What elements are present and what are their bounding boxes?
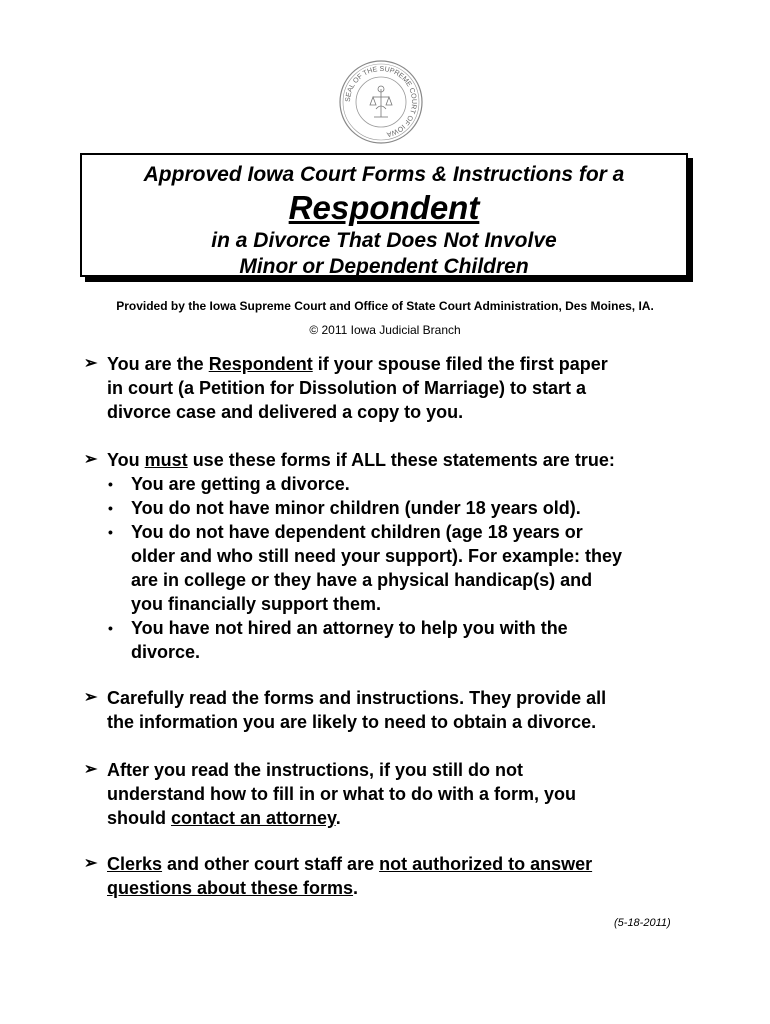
title-line-3: in a Divorce That Does Not Involve — [211, 229, 557, 252]
bullet-text — [107, 852, 592, 900]
provided-by-text: Provided by the Iowa Supreme Court and Office of State Court Administration, Des Moines, IA. — [116, 299, 654, 313]
text-line: older and who still need your support). For example: they — [131, 546, 623, 566]
underlined-term: not authorized to answer — [379, 854, 593, 874]
bullet-text — [107, 686, 606, 734]
list-item — [108, 616, 698, 664]
bullet-read-forms — [84, 686, 606, 734]
underlined-term: Clerks — [107, 854, 163, 874]
bullet-text — [107, 352, 608, 424]
text-line: You are getting a divorce. — [131, 474, 350, 494]
text-segment: if your spouse filed the first paper — [312, 354, 608, 374]
arrow-bullet-icon: ➢ — [84, 689, 98, 706]
court-seal-icon — [338, 59, 424, 145]
revision-date: (5-18-2011) — [614, 917, 671, 929]
bullet-contact-attorney — [84, 758, 576, 830]
underlined-term: contact an attorney — [171, 808, 336, 828]
bullet-respondent — [84, 352, 608, 424]
arrow-bullet-icon: ➢ — [84, 761, 98, 778]
text-line: divorce. — [131, 642, 201, 662]
copyright-text: © 2011 Iowa Judicial Branch — [309, 323, 461, 337]
text-line: are in college or they have a physical handicap(s) and — [131, 570, 593, 590]
bullet-text — [107, 758, 576, 830]
bullet-clerks — [84, 852, 592, 900]
text-segment: should — [107, 808, 171, 828]
text-line: You do not have minor children (under 18 years old). — [131, 498, 581, 518]
list-item — [108, 472, 698, 496]
title-respondent: Respondent — [288, 189, 480, 226]
title-line-1: Approved Iowa Court Forms & Instructions for a — [143, 163, 625, 186]
seal-ring-text: SEAL OF THE SUPREME COURT OF IOWA — [344, 65, 418, 138]
arrow-bullet-icon: ➢ — [84, 451, 98, 468]
bullet-text — [107, 448, 615, 472]
list-item — [108, 496, 698, 520]
court-seal — [338, 59, 424, 145]
text-line: You do not have dependent children (age 18 years or — [131, 522, 583, 542]
text-line: You have not hired an attorney to help you with the — [131, 618, 568, 638]
arrow-bullet-icon: ➢ — [84, 855, 98, 872]
underlined-term: questions about these forms — [107, 878, 354, 898]
bullet-dot-icon: • — [108, 500, 113, 516]
underlined-term: must — [144, 450, 188, 470]
bullet-must-use — [84, 448, 615, 472]
text-line: Carefully read the forms and instructions. They provide all — [107, 688, 607, 708]
text-segment: . — [335, 808, 341, 828]
text-segment: You — [107, 450, 145, 470]
text-line: in court (a Petition for Dissolution of Marriage) to start a — [107, 378, 587, 398]
text-segment: You are the — [107, 354, 209, 374]
bullet-dot-icon: • — [108, 476, 113, 492]
list-item — [108, 520, 698, 616]
text-line: the information you are likely to need to obtain a divorce. — [107, 712, 597, 732]
text-segment: use these forms if ALL these statements are true: — [187, 450, 615, 470]
underlined-term: Respondent — [208, 354, 313, 374]
text-segment: and other court staff are — [162, 854, 380, 874]
text-line: understand how to fill in or what to do with a form, you — [107, 784, 576, 804]
title-line-4: Minor or Dependent Children — [239, 255, 529, 278]
bullet-dot-icon: • — [108, 620, 113, 636]
arrow-bullet-icon: ➢ — [84, 355, 98, 372]
bullet-dot-icon: • — [108, 524, 113, 540]
text-segment: . — [353, 878, 359, 898]
text-line: you financially support them. — [131, 594, 382, 614]
text-line: divorce case and delivered a copy to you. — [107, 402, 464, 422]
text-line: After you read the instructions, if you still do not — [107, 760, 524, 780]
title-box — [80, 153, 688, 277]
